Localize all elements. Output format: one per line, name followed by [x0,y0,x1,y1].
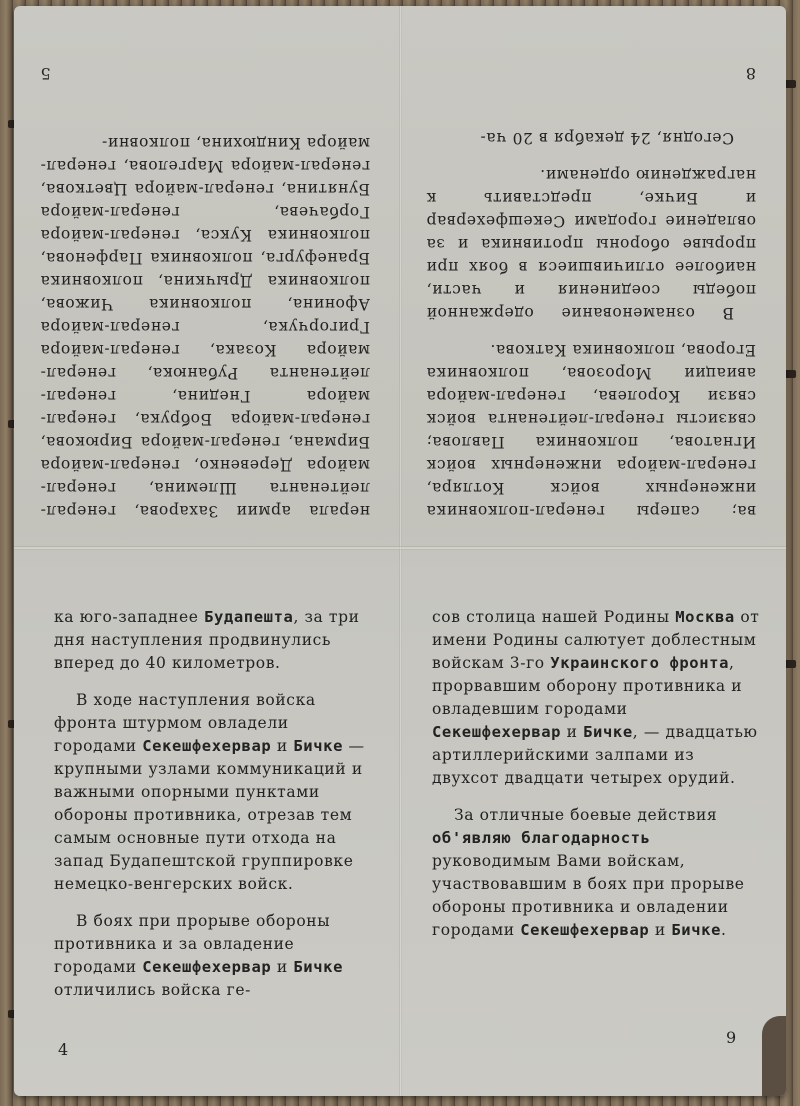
page-4-para-3 [54,910,372,1002]
bold-text-run: Секешфехервар [142,737,272,755]
text-run: и [271,737,294,755]
page-5-text: нерала армии Захарова, генерал-лейтенанта Шлемина, генерал-майора Деревенко, генерал-майора Бирмана, генерал-майора Бирюкова, генерал-майора Бобрука, генерал-майора Гнедина, генерал-лейтенанта Рубанюка, генерал-майора Козака, генерал-майора Григорчука, генерал-майора Афонина, полковника Чижова, полковника Дрычкина, полковника Бранефурга, полковника Парфенова, полковника Кукса, генерал-майора Горбачева, генерал-майора Бунятина, генерал-майора Цветкова, генерал-майора Маргелова, генерал-майора Киндюхина, полковни- [40,134,370,520]
text-run: , — двадцатью артиллерийскими залпами из двухсот двадцати четырех орудий. [432,723,758,787]
text-run: В боях при прорыве обороны противника и за овладение городами [54,912,331,976]
text-run: . [721,921,727,939]
text-run: и [271,958,294,976]
leaflet-paper [14,6,786,1096]
page-8-number: 8 [745,64,756,83]
text-run: отличились войска ге- [54,981,251,999]
bold-text-run: Секешфехервар [432,723,562,741]
page-9-number: 9 [726,1028,737,1047]
bold-text-run: Москва [675,608,735,626]
page-4-number: 4 [58,1040,69,1059]
bold-text-run: Бичке [293,737,344,755]
bold-text-run: Украинского фронта [550,654,730,672]
text-run: , прорвавшим оборону противника и овладевшим городами [432,654,743,718]
page-8-block-2: В ознаменование одержанной победы соединения и части, наиболее отличившиеся в боях при прорыве обороны противника и за овладение городами Секешфехервар и Бичке, представить к награждению орденами. [426,166,756,322]
page-9-para-1 [432,606,762,790]
page-8-block-1: ва; саперы генерал-полковника инженерных войск Котляра, генерал-майора инженерных войск Игнатова, полковника Павлова; связисты генерал-лейтенанта войск связи Королева, генерал-майора авиации Морозова, полковника Егорова, полковника Каткова. [426,341,756,520]
bold-text-run: Секешфехервар [142,958,272,976]
text-run: , за три дня наступления продвинулись вперед до 40 километров. [54,608,360,672]
bold-text-run: Будапешта [204,608,294,626]
bold-text-run: Бичке [293,958,344,976]
page-4-para-1 [54,606,372,675]
text-run: ка юго-западнее [54,608,205,626]
torn-corner [762,1016,786,1096]
text-run: За отличные боевые действия [454,806,718,824]
page-4-para-2 [54,689,372,896]
page-9-para-2 [432,804,762,942]
text-run: от имени Родины салютует доблестным войскам 3-го [432,608,760,672]
text-run: — крупными узлами коммуникаций и важными опорными пунктами обороны противника, отрезав тем самым основные пути отхода на запад Будапештской группировке немецко-венгерских войск. [54,737,365,893]
text-run: В ходе наступления войска фронта штурмом овладели городами [54,691,316,755]
text-run: и [649,921,672,939]
bold-text-run: Бичке [583,723,633,741]
horizontal-fold [14,546,786,550]
text-run: руководимым Вами войскам, участвовавшим в боях при прорыве обороны противника и овладении городами [432,852,745,939]
text-run: и [561,723,584,741]
bold-text-run: Секешфехервар [520,921,650,939]
bold-text-run: об'являю благодарность [432,829,651,847]
vertical-fold [399,6,402,1096]
page-8-block-3: Сегодня, 24 декабря в 20 ча- [479,129,734,147]
bold-text-run: Бичке [671,921,722,939]
text-run: сов столица нашей Родины [432,608,676,626]
page-5-panel [40,62,370,522]
page-8-panel [426,62,756,522]
page-9-panel [432,606,762,1066]
page-4-panel [54,606,372,1066]
page-5-number: 5 [40,64,51,83]
